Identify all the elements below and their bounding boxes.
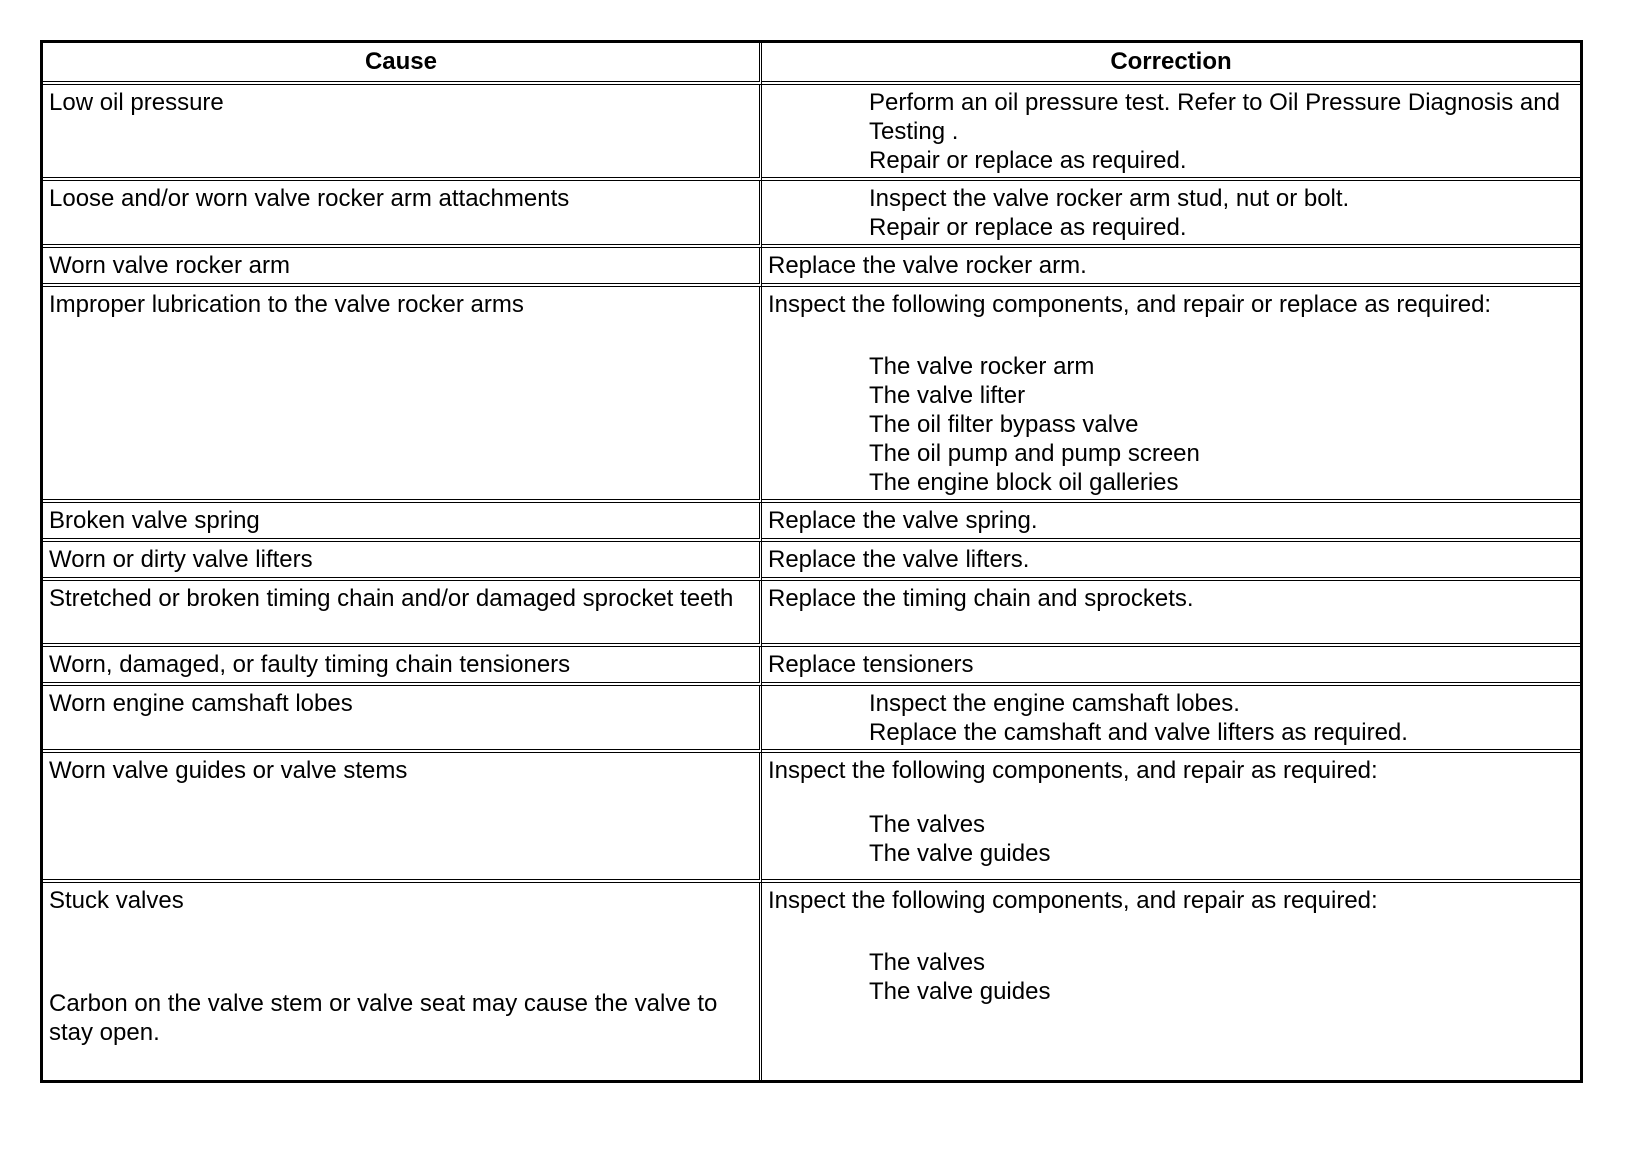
table-row [43, 647, 1580, 686]
table-header-row [43, 43, 1580, 85]
table-row [43, 542, 1580, 581]
correction-text: Replace the valve spring. [768, 507, 1038, 534]
correction-text: Inspect the following components, and repair or replace as required: [768, 291, 1492, 318]
cause-text: Stretched or broken timing chain and/or damaged sprocket teeth [49, 585, 734, 612]
cause-text: Improper lubrication to the valve rocker arms [49, 291, 524, 318]
correction-cell [762, 181, 1580, 248]
correction-steps [762, 181, 1580, 244]
correction-step: Repair or replace as required. [869, 147, 1187, 174]
table-row [43, 883, 1580, 1080]
table-row [43, 181, 1580, 248]
correction-text: Replace the timing chain and sprockets. [768, 585, 1194, 612]
correction-cell [762, 248, 1580, 287]
cause-text: Loose and/or worn valve rocker arm attachments [49, 185, 570, 212]
diagnosis-table [40, 40, 1583, 1083]
list-item: The valve lifter [869, 382, 1026, 409]
cause-text: Stuck valves [49, 887, 184, 914]
spacer [762, 321, 1580, 349]
table-row [43, 503, 1580, 542]
table-row [43, 248, 1580, 287]
list-item: The valve guides [869, 978, 1051, 1005]
list-item: The oil filter bypass valve [869, 411, 1139, 438]
correction-cell [762, 883, 1580, 1080]
correction-text: Replace the valve lifters. [768, 546, 1030, 573]
cause-text: Worn valve guides or valve stems [49, 757, 408, 784]
correction-steps [762, 85, 1580, 177]
cause-text: Worn or dirty valve lifters [49, 546, 313, 573]
cause-note: Carbon on the valve stem or valve seat may cause the valve to stay open. [49, 990, 718, 1046]
correction-step: Inspect the valve rocker arm stud, nut or bolt. [869, 185, 1350, 212]
cause-text: Worn engine camshaft lobes [49, 690, 353, 717]
correction-step: Replace the camshaft and valve lifters as required. [869, 719, 1408, 746]
cause-cell [43, 542, 762, 581]
list-item: The engine block oil galleries [869, 469, 1179, 496]
cause-cell [43, 647, 762, 686]
cause-text: Low oil pressure [49, 89, 224, 116]
component-list [762, 807, 1580, 870]
list-item: The valve rocker arm [869, 353, 1095, 380]
table-row [43, 287, 1580, 503]
correction-step: Perform an oil pressure test. Refer to Oil Pressure Diagnosis and Testing . [869, 89, 1560, 145]
list-item: The valves [869, 949, 986, 976]
table-row [43, 686, 1580, 753]
spacer [762, 917, 1580, 945]
correction-cell [762, 686, 1580, 753]
cause-cell [43, 686, 762, 753]
cause-cell [43, 753, 762, 883]
correction-cell [762, 647, 1580, 686]
correction-text: Replace the valve rocker arm. [768, 252, 1087, 279]
correction-cell [762, 287, 1580, 503]
cause-cell [43, 181, 762, 248]
cause-text: Worn, damaged, or faulty timing chain tensioners [49, 651, 571, 678]
cause-cell [43, 883, 762, 1080]
correction-cell [762, 581, 1580, 647]
component-list [762, 349, 1580, 499]
correction-text: Replace tensioners [768, 651, 974, 678]
correction-steps [762, 686, 1580, 749]
table-row [43, 581, 1580, 647]
component-list [762, 945, 1580, 1008]
spacer [762, 787, 1580, 807]
cause-cell [43, 248, 762, 287]
list-item: The valve guides [869, 840, 1051, 867]
header-cause: Cause [43, 43, 762, 85]
cause-cell [43, 85, 762, 181]
cause-text: Worn valve rocker arm [49, 252, 290, 279]
header-correction: Correction [762, 43, 1580, 85]
spacer [43, 917, 759, 989]
cause-cell [43, 503, 762, 542]
correction-step: Repair or replace as required. [869, 214, 1187, 241]
correction-cell [762, 503, 1580, 542]
correction-cell [762, 85, 1580, 181]
table-row [43, 753, 1580, 883]
cause-cell [43, 287, 762, 503]
correction-cell [762, 753, 1580, 883]
cause-text: Broken valve spring [49, 507, 260, 534]
correction-cell [762, 542, 1580, 581]
list-item: The valves [869, 811, 986, 838]
cause-cell [43, 581, 762, 647]
correction-text: Inspect the following components, and repair as required: [768, 887, 1378, 914]
list-item: The oil pump and pump screen [869, 440, 1200, 467]
correction-step: Inspect the engine camshaft lobes. [869, 690, 1240, 717]
table-row [43, 85, 1580, 181]
correction-text: Inspect the following components, and repair as required: [768, 757, 1378, 784]
